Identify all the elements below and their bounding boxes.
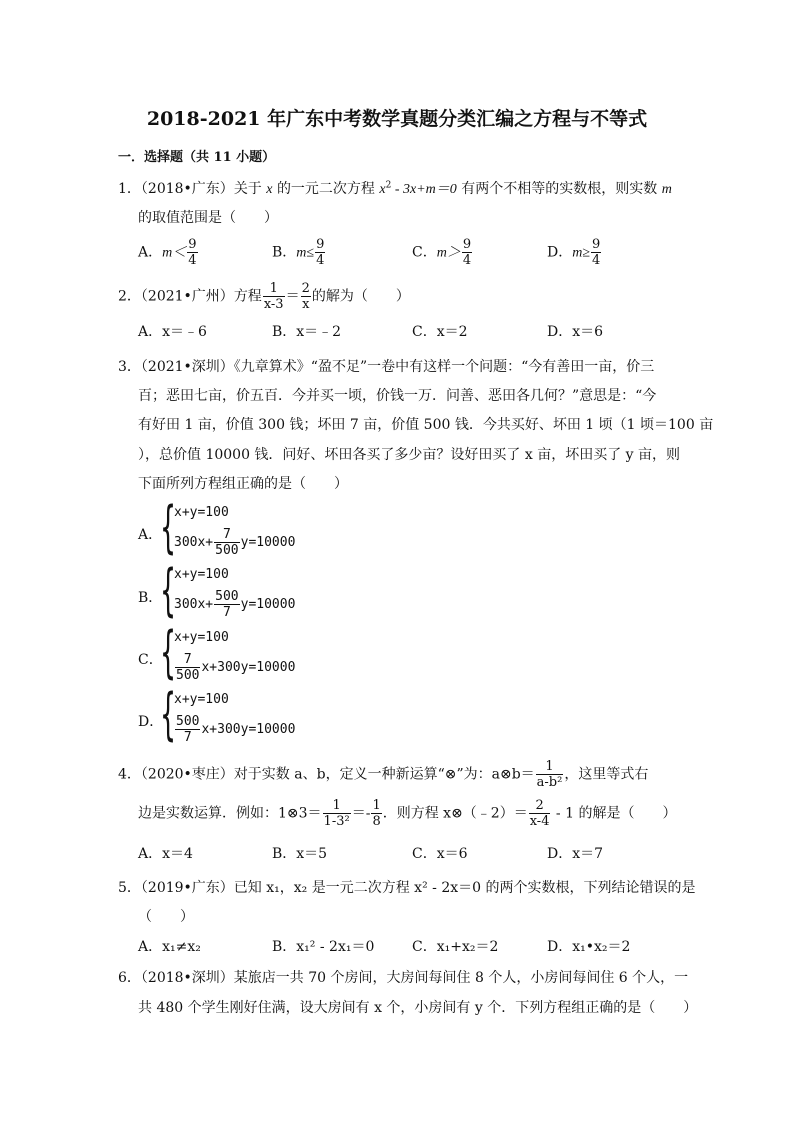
equation: - 3x+m＝0 bbox=[391, 182, 457, 197]
option-label: C． bbox=[412, 244, 437, 261]
question-text: ，这里等式右 bbox=[564, 766, 649, 783]
option-label: A． bbox=[138, 527, 163, 543]
question-4-line-1 bbox=[118, 759, 648, 790]
fraction-numerator: 7 bbox=[175, 652, 200, 668]
option-d[interactable]: D．x＝6 bbox=[547, 324, 604, 340]
question-6-line-2: 共 480 个学生刚好住满，设大房间有 x 个，小房间有 y 个．下列方程组正确的是（ ） bbox=[138, 1000, 698, 1016]
question-3-line-3: 有好田 1 亩，价值 300 钱；坏田 7 亩，价值 500 钱．今共买好、坏田 1 顷（1 顷＝100 亩 bbox=[138, 417, 714, 433]
fraction-numerator: 500 bbox=[176, 714, 200, 729]
left-brace-icon: { bbox=[160, 682, 177, 747]
option-c[interactable]: C．x₁+x₂＝2 bbox=[412, 939, 499, 955]
fraction-denominator: 4 bbox=[462, 253, 472, 268]
question-text: （2021•深圳）《九章算术》“盈不足”一卷中有这样一个问题：“今有善田一亩，价三 bbox=[140, 359, 655, 375]
section-heading: 一．选择题（共 11 小题） bbox=[118, 150, 276, 165]
option-d[interactable]: D．x＝7 bbox=[547, 846, 604, 862]
fraction-numerator: 500 bbox=[215, 589, 239, 604]
system-row-2 bbox=[174, 714, 295, 745]
fraction-denominator: 7 bbox=[222, 605, 231, 620]
fraction-denominator: 500 bbox=[215, 543, 239, 558]
question-text: 关于 bbox=[233, 181, 262, 197]
question-text: ．则方程 x⊗（﹣2）＝ bbox=[382, 805, 528, 822]
fraction-numerator: 9 bbox=[188, 237, 197, 252]
equation: x bbox=[379, 182, 386, 197]
option-b[interactable]: B．x＝﹣2 bbox=[272, 324, 342, 340]
question-5-line-1 bbox=[118, 877, 695, 897]
option-c[interactable]: C．x＝6 bbox=[412, 846, 468, 862]
fraction-denominator: 1-3² bbox=[323, 814, 350, 829]
option-label: D． bbox=[547, 244, 573, 261]
question-3-line-2: 百；恶田七亩，价五百．今并买一顷，价钱一万．问善、恶田各几何？”意思是：“今 bbox=[138, 388, 657, 404]
question-text: 的一元二次方程 bbox=[276, 181, 375, 197]
fraction-denominator: a-b² bbox=[536, 775, 563, 790]
option-label: B． bbox=[138, 590, 163, 606]
option-text: m≤ bbox=[296, 245, 315, 261]
question-source: （2018•广东） bbox=[140, 181, 234, 197]
left-brace-icon: { bbox=[160, 495, 177, 560]
fraction-denominator: 4 bbox=[316, 253, 325, 268]
variable: x bbox=[266, 182, 273, 197]
question-number: 3． bbox=[118, 359, 141, 375]
exponent: 2 bbox=[385, 180, 392, 191]
system-row-2 bbox=[174, 652, 295, 683]
fraction-numerator: 1 bbox=[372, 798, 381, 813]
question-text: - 1 的解是（ ） bbox=[551, 805, 677, 822]
fraction-denominator: x-4 bbox=[529, 814, 550, 829]
option-text: m＜ bbox=[162, 245, 187, 261]
option-a[interactable] bbox=[138, 237, 199, 268]
equals-sign: ＝- bbox=[351, 805, 371, 822]
equation-part: y=10000 bbox=[240, 597, 296, 612]
fraction-numerator: 7 bbox=[214, 527, 239, 543]
equation-part: 300x+ bbox=[174, 535, 214, 550]
system-row-2 bbox=[174, 527, 295, 558]
question-2-line-1 bbox=[118, 281, 410, 312]
fraction-denominator: x bbox=[302, 297, 310, 312]
question-number: 2． bbox=[118, 288, 141, 305]
option-b[interactable]: B．x₁² - 2x₁＝0 bbox=[272, 939, 375, 955]
fraction-denominator: 500 bbox=[176, 668, 200, 683]
question-source: （2020•枣庄） bbox=[140, 766, 234, 783]
question-text: （2018•深圳）某旅店一共 70 个房间，大房间每间住 8 个人，小房间每间住 6 个人，一 bbox=[140, 970, 689, 986]
system-row-1: x+y=100 bbox=[174, 505, 229, 520]
question-text: （2019•广东）已知 x₁，x₂ 是一元二次方程 x² - 2x＝0 的两个实数根，下列结论错误的是 bbox=[140, 880, 696, 896]
question-5-line-2: （ ） bbox=[138, 909, 194, 925]
option-text: m≥ bbox=[572, 245, 591, 261]
option-label: A． bbox=[138, 244, 163, 261]
system-row-1: x+y=100 bbox=[174, 692, 229, 707]
question-number: 1． bbox=[118, 181, 141, 197]
question-3-line-1 bbox=[118, 356, 654, 376]
system-row-2 bbox=[174, 589, 295, 620]
question-1-line-1 bbox=[118, 178, 672, 198]
fraction-denominator: x-3 bbox=[263, 297, 284, 312]
question-3-line-4: ），总价值 10000 钱．问好、坏田各买了多少亩？设好田买了 x 亩，坏田买了 y 亩，则 bbox=[138, 447, 681, 463]
option-label: D． bbox=[138, 714, 164, 730]
fraction-numerator: 1 bbox=[536, 759, 564, 775]
fraction-numerator: 1 bbox=[323, 798, 351, 814]
question-number: 5． bbox=[118, 880, 141, 896]
equation-part: x+300y=10000 bbox=[201, 722, 296, 737]
fraction-numerator: 1 bbox=[263, 281, 285, 297]
question-text: 对于实数 a、b，定义一种新运算“⊗”为：a⊗b＝ bbox=[233, 766, 535, 783]
option-a[interactable]: A．x＝4 bbox=[138, 846, 193, 862]
question-3-line-5: 下面所列方程组正确的是（ ） bbox=[138, 476, 348, 492]
option-c[interactable] bbox=[412, 237, 473, 268]
equals-sign: ＝ bbox=[285, 288, 300, 305]
question-6-line-1 bbox=[118, 967, 688, 987]
question-source: （2021•广州） bbox=[140, 288, 234, 305]
question-text: 方程 bbox=[233, 288, 262, 305]
equation-part: 300x+ bbox=[174, 597, 214, 612]
fraction-numerator: 9 bbox=[462, 237, 472, 252]
option-a[interactable]: A．x₁≠x₂ bbox=[138, 939, 201, 955]
option-label: C． bbox=[138, 652, 163, 668]
option-text: m＞ bbox=[436, 245, 461, 261]
question-text: 有两个不相等的实数根，则实数 bbox=[461, 181, 658, 197]
fraction-numerator: 9 bbox=[592, 237, 601, 252]
left-brace-icon: { bbox=[160, 620, 177, 685]
variable: m bbox=[661, 182, 672, 197]
question-text: 的解为（ ） bbox=[311, 288, 410, 305]
option-label: B． bbox=[272, 244, 297, 261]
left-brace-icon: { bbox=[160, 558, 177, 623]
fraction-numerator: 2 bbox=[301, 281, 310, 296]
fraction-denominator: 4 bbox=[188, 253, 197, 268]
option-c[interactable]: C．x＝2 bbox=[412, 324, 468, 340]
fraction-numerator: 9 bbox=[316, 237, 325, 252]
question-1-line-2: 的取值范围是（ ） bbox=[138, 210, 278, 226]
option-a[interactable]: A．x＝﹣6 bbox=[138, 324, 207, 340]
question-number: 4． bbox=[118, 766, 141, 783]
fraction-numerator: 2 bbox=[529, 798, 551, 814]
question-4-line-2 bbox=[138, 798, 676, 829]
option-d[interactable] bbox=[547, 237, 602, 268]
equation-part: x+300y=10000 bbox=[201, 660, 296, 675]
question-number: 6． bbox=[118, 970, 141, 986]
system-row-1: x+y=100 bbox=[174, 567, 229, 582]
page-title: 2018-2021 年广东中考数学真题分类汇编之方程与不等式 bbox=[146, 108, 648, 130]
option-b[interactable]: B．x＝5 bbox=[272, 846, 328, 862]
option-d[interactable]: D．x₁•x₂＝2 bbox=[547, 939, 631, 955]
question-text: 边是实数运算．例如：1⊗3＝ bbox=[138, 805, 322, 822]
system-row-1: x+y=100 bbox=[174, 630, 229, 645]
fraction-denominator: 4 bbox=[592, 253, 601, 268]
fraction-denominator: 8 bbox=[372, 814, 381, 829]
option-b[interactable] bbox=[272, 237, 326, 268]
fraction-denominator: 7 bbox=[183, 730, 192, 745]
equation-part: y=10000 bbox=[240, 535, 296, 550]
